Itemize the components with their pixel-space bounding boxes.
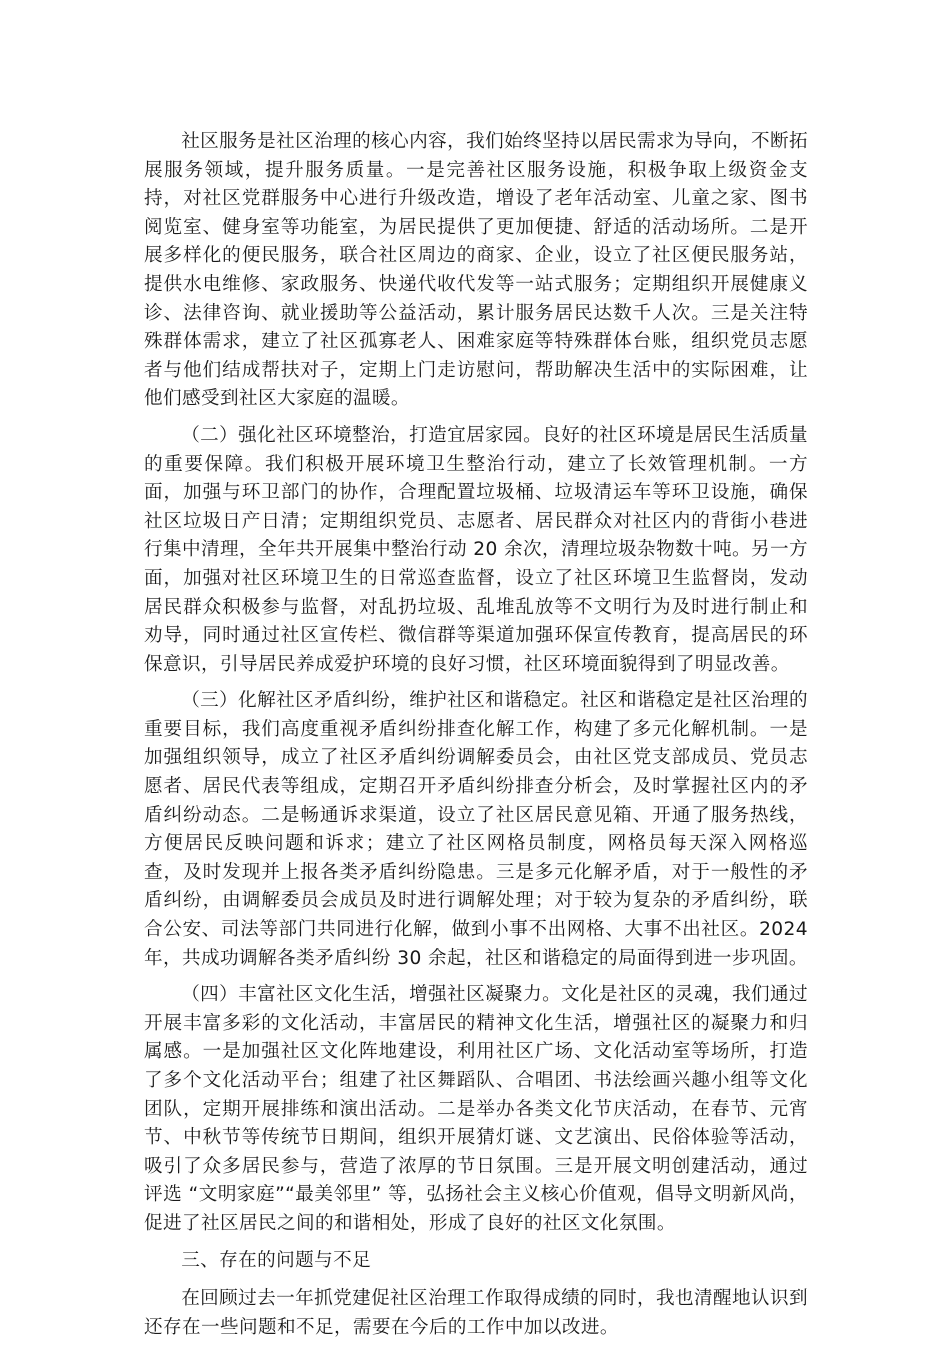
paragraph-community-services: 社区服务是社区治理的核心内容，我们始终坚持以居民需求为导向，不断拓展服务领域，提升服务质量。一是完善社区服务设施，积极争取上级资金支持，对社区党群服务中心进行升级改造，增设了老年活动室、儿童之家、图书阅览室、健身室等功能室，为居民提供了更加便捷、舒适的活动场所。二是开展多样化的便民服务，联合社区周边的商家、企业，设立了社区便民服务站，提供水电维修、家政服务、快递代收代发等一站式服务；定期组织开展健康义诊、法律咨询、就业援助等公益活动，累计服务居民达数千人次。三是关注特殊群体需求，建立了社区孤寡老人、困难家庭等特殊群体台账，组织党员志愿者与他们结成帮扶对子，定期上门走访慰问，帮助解决生活中的实际困难，让他们感受到社区大家庭的温暖。 <box>144 131 808 410</box>
document-body <box>144 128 808 1350</box>
paragraph-disputes: （三）化解社区矛盾纠纷，维护社区和谐稳定。社区和谐稳定是社区治理的重要目标，我们高度重视矛盾纠纷排查化解工作，构建了多元化解机制。一是加强组织领导，成立了社区矛盾纠纷调解委员会，由社区党支部成员、党员志愿者、居民代表等组成，定期召开矛盾纠纷排查分析会，及时掌握社区内的矛盾纠纷动态。二是畅通诉求渠道，设立了社区居民意见箱、开通了服务热线，方便居民反映问题和诉求；建立了社区网格员制度，网格员每天深入网格巡查，及时发现并上报各类矛盾纠纷隐患。三是多元化解矛盾，对于一般性的矛盾纠纷，由调解委员会成员及时进行调解处理；对于较为复杂的矛盾纠纷，联合公安、司法等部门共同进行化解，做到小事不出网格、大事不出社区。2024 年，共成功调解各类矛盾纠纷 30 余起，社区和谐稳定的局面得到进一步巩固。 <box>144 690 808 969</box>
paragraph-environment: （二）强化社区环境整治，打造宜居家园。良好的社区环境是居民生活质量的重要保障。我们积极开展环境卫生整治行动，建立了长效管理机制。一方面，加强与环卫部门的协作，合理配置垃圾桶、垃圾清运车等环卫设施，确保社区垃圾日产日清；定期组织党员、志愿者、居民群众对社区内的背街小巷进行集中清理，全年共开展集中整治行动 20 余次，清理垃圾杂物数十吨。另一方面，加强对社区环境卫生的日常巡查监督，设立了社区环境卫生监督岗，发动居民群众积极参与监督，对乱扔垃圾、乱堆乱放等不文明行为及时进行制止和劝导，同时通过社区宣传栏、微信群等渠道加强环保宣传教育，提高居民的环保意识，引导居民养成爱护环境的良好习惯，社区环境面貌得到了明显改善。 <box>144 424 808 675</box>
paragraph-problems-intro: 在回顾过去一年抓党建促社区治理工作取得成绩的同时，我也清醒地认识到还存在一些问题和不足，需要在今后的工作中加以改进。 <box>144 1288 808 1338</box>
paragraph-culture: （四）丰富社区文化生活，增强社区凝聚力。文化是社区的灵魂，我们通过开展丰富多彩的文化活动，丰富居民的精神文化生活，增强社区的凝聚力和归属感。一是加强社区文化阵地建设，利用社区广场、文化活动室等场所，打造了多个文化活动平台；组建了社区舞蹈队、合唱团、书法绘画兴趣小组等文化团队，定期开展排练和演出活动。二是举办各类文化节庆活动，在春节、元宵节、中秋节等传统节日期间，组织开展猜灯谜、文艺演出、民俗体验等活动，吸引了众多居民参与，营造了浓厚的节日氛围。三是开展文明创建活动，通过评选 “文明家庭”“最美邻里” 等，弘扬社会主义核心价值观，倡导文明新风尚，促进了社区居民之间的和谐相处，形成了良好的社区文化氛围。 <box>144 984 808 1234</box>
section-heading-problems: 三、存在的问题与不足 <box>181 1249 372 1271</box>
